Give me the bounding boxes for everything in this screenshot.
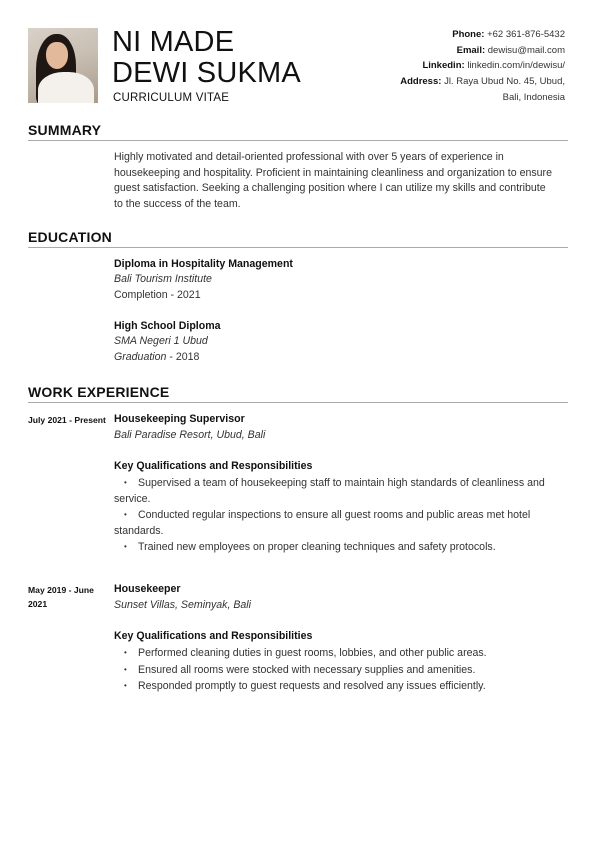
linkedin-label: Linkedin: bbox=[422, 60, 465, 72]
candidate-name bbox=[112, 27, 301, 89]
job-company: Bali Paradise Resort, Ubud, Bali bbox=[114, 429, 266, 441]
summary-text: Highly motivated and detail-oriented professional with over 5 years of experience in housekeeping and hospitality. Proficient in maintaining cleanliness and organization to ensure guest satisfaction. Seeking a challenging position where I can utilize my skills and contribute to the success of the team. bbox=[114, 151, 552, 210]
phone-label: Phone: bbox=[452, 29, 485, 40]
document-subtitle: CURRICULUM VITAE bbox=[113, 92, 230, 104]
address-line-1: Jl. Raya Ubud No. 45, Ubud, bbox=[444, 76, 565, 88]
bullet-icon: • bbox=[124, 478, 127, 487]
education-heading: EDUCATION bbox=[28, 229, 112, 245]
bullet-icon: • bbox=[124, 510, 127, 520]
list-item bbox=[114, 645, 566, 662]
list-item-text: Trained new employees on proper cleaning techniques and safety protocols. bbox=[138, 541, 496, 554]
email-value: dewisu@mail.com bbox=[487, 44, 565, 56]
list-item-text: Conducted regular inspections to ensure all guest rooms and public areas met hotel standards. bbox=[114, 509, 531, 537]
contact-phone bbox=[400, 27, 565, 43]
responsibilities-list bbox=[114, 475, 566, 556]
email-label: Email: bbox=[456, 44, 486, 56]
bullet-icon: • bbox=[124, 681, 127, 691]
linkedin-value: linkedin.com/in/dewisu/ bbox=[467, 60, 565, 72]
job-date: May 2019 - June 2021 bbox=[28, 585, 94, 609]
summary-heading: SUMMARY bbox=[28, 122, 102, 138]
date-separator: - bbox=[167, 289, 178, 301]
list-item bbox=[114, 678, 566, 695]
bullet-icon: • bbox=[124, 542, 127, 552]
list-item bbox=[114, 507, 566, 539]
profile-photo bbox=[28, 28, 98, 103]
qualifications-heading: Key Qualifications and Responsibilities bbox=[114, 630, 313, 642]
name-line-2: DEWI SUKMA bbox=[112, 57, 301, 89]
education-school: SMA Negeri 1 Ubud bbox=[114, 335, 208, 347]
work-divider bbox=[28, 402, 568, 403]
bullet-icon: • bbox=[124, 664, 127, 674]
list-item bbox=[114, 662, 566, 679]
phone-value: +62 361-876-5432 bbox=[487, 29, 565, 40]
date-year: 2021 bbox=[177, 289, 201, 301]
date-label: Completion bbox=[114, 289, 168, 301]
work-heading: WORK EXPERIENCE bbox=[28, 384, 170, 400]
qualifications-heading: Key Qualifications and Responsibilities bbox=[114, 460, 313, 472]
list-item bbox=[114, 539, 566, 556]
education-degree: Diploma in Hospitality Management bbox=[114, 258, 293, 270]
education-divider bbox=[28, 247, 568, 248]
responsibilities-list bbox=[114, 645, 566, 695]
date-year: 2018 bbox=[175, 351, 200, 363]
name-line-1: NI MADE bbox=[112, 26, 235, 58]
address-line-2: Bali, Indonesia bbox=[502, 91, 565, 103]
education-school: Bali Tourism Institute bbox=[114, 273, 212, 285]
contact-address bbox=[400, 74, 565, 90]
list-item-text: Performed cleaning duties in guest rooms, lobbies, and other public areas. bbox=[138, 647, 487, 659]
education-date bbox=[114, 351, 199, 363]
contact-email bbox=[400, 43, 565, 59]
date-separator: - bbox=[166, 351, 176, 363]
contact-block bbox=[400, 27, 565, 106]
job-date: July 2021 - Present bbox=[28, 415, 106, 425]
job-title: Housekeeping Supervisor bbox=[114, 413, 245, 425]
list-item-text: Ensured all rooms were stocked with necessary supplies and amenities. bbox=[138, 663, 476, 676]
education-degree: High School Diploma bbox=[114, 320, 221, 332]
list-item-text: Supervised a team of housekeeping staff to maintain high standards of cleanliness and service. bbox=[114, 477, 545, 505]
job-company: Sunset Villas, Seminyak, Bali bbox=[114, 599, 251, 611]
address-label: Address: bbox=[400, 76, 442, 88]
bullet-icon: • bbox=[124, 648, 127, 657]
job-title: Housekeeper bbox=[114, 583, 181, 595]
list-item bbox=[114, 475, 566, 507]
education-date bbox=[114, 289, 201, 301]
date-label: Graduation bbox=[114, 351, 167, 363]
summary-divider bbox=[28, 140, 568, 141]
list-item-text: Responded promptly to guest requests and resolved any issues efficiently. bbox=[138, 680, 486, 693]
contact-linkedin bbox=[400, 58, 565, 74]
